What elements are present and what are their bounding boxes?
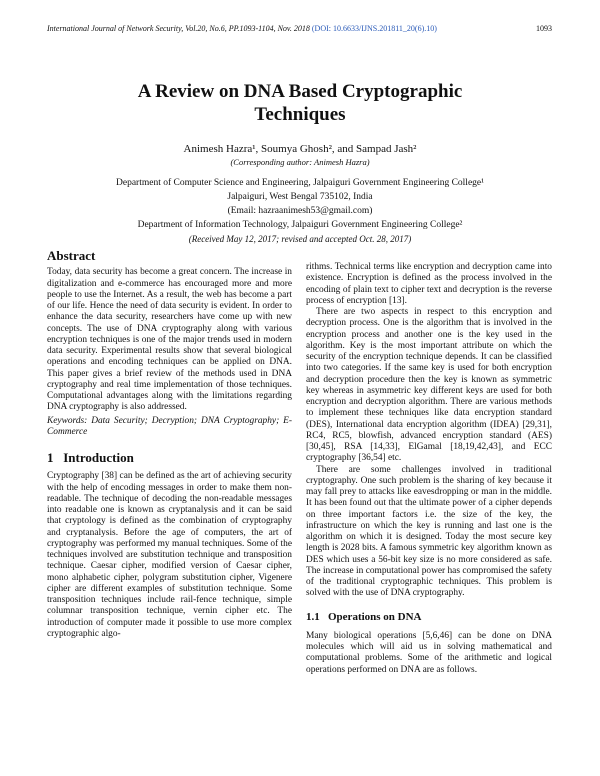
author-list: Animesh Hazra¹, Soumya Ghosh², and Sampad Jash² [183,143,417,155]
abstract-heading: Abstract [47,248,96,263]
right-column [306,262,552,676]
affiliation-1: Department of Computer Science and Engineering, Jalpaiguri Government Engineering College¹ [116,178,484,188]
intro-heading [47,452,292,463]
right-paragraph-4: Many biological operations [5,6,46] can be done on DNA molecules which will aid us in solving mathematical and computational problems. Some of the arithmetic and logical operations performed on DNA are as follows. [306,630,552,675]
subsection-number: 1.1 [306,610,320,623]
abstract-text: Today, data security has become a great concern. The increase in digitalization and e-commerce has encouraged more and more people to use the Internet. As a result, the web has become a part of our life. Hence the need of data security is evident. In order to enhance the data security, researchers have come up with new concepts. The use of DNA cryptography along with various encryption techniques is one of the major trends used in modern data security. Experimental results show that several biological operations and encoding techniques can be applied on DNA. This paper gives a brief review of the methods used in DNA cryptography and real time implementation of those techniques. Computational advantages along with the limitations regarding DNA cryptography is also addressed. [47,267,292,413]
subsection-heading [306,612,552,623]
left-column [47,250,292,640]
right-paragraph-2: There are two aspects in respect to this encryption and decryption process. One is the algorithm that is involved in the encryption process and another one is the key used in the algorithm. Key is the most important attribute on which the security of the encryption technique depends. It can be classified into two categories. If the same key is used for both encryption and decryption procedure then the key is known as symmetric key whereas in asymmetric key different keys are used for both encryption and decryption algorithm. There are various methods to implement these techniques like data encryption standard (DES), International data encryption algorithm (IDEA) [29,31], RC4, RC5, blowfish, advanced encryption standard (AES) [30,45], RSA [14,33], ElGamal [18,19,42,43], and ECC cryptography [36,54] etc. [306,307,552,464]
page-number: 1093 [536,24,552,33]
affiliation-1-address: Jalpaiguri, West Bengal 735102, India [227,192,373,202]
received-dates: (Received May 12, 2017; revised and accepted Oct. 28, 2017) [188,234,412,244]
right-paragraph-3: There are some challenges involved in traditional cryptography. One such problem is the sharing of key because it may fall prey to attacks like eavesdropping or man in the middle. It has been found out that the ultimate power of a cipher depends on three important factors i.e. the size of the key, the infrastructure on which the key is running and last one is the algorithm on which it is designed. Today the most secure key length is 2028 bits. A famous symmetric key algorithm known as DES which uses a 56-bit key size is no more considered as safe. The increase in computational power has compromised the safety of the traditional cryptographic techniques. This problem is solved with the use of DNA cryptography. [306,464,552,599]
running-header [47,24,552,33]
journal-citation: International Journal of Network Security, Vol.20, No.6, PP.1093-1104, Nov. 2018 [47,24,310,33]
keywords: Keywords: Data Security; Decryption; DNA Cryptography; E-Commerce [47,415,292,437]
intro-heading-text: Introduction [63,450,134,465]
corresponding-author: (Corresponding author: Animesh Hazra) [230,157,370,167]
affiliation-2: Department of Information Technology, Jalpaiguri Government Engineering College² [137,220,463,230]
author-email: (Email: hazraanimesh53@gmail.com) [227,206,373,216]
doi-link[interactable]: (DOI: 10.6633/IJNS.201811_20(6).10) [311,24,437,33]
right-paragraph-1: rithms. Technical terms like encryption and decryption came into existence. Encryption is defined as the process involved in the encoding of plain text to cipher text and decryption is the reverse process of encryption [13]. [306,262,552,306]
paper-title: A Review on DNA Based Cryptographic Techniques [137,81,463,125]
subsection-title: Operations on DNA [328,610,422,623]
intro-text: Cryptography [38] can be defined as the art of achieving security with the help of encoding messages in order to make them non-readable. The technique of decoding the non-readable messages into readable one is known as cryptanalysis and it can be said that cryptology is defined as the combination of cryptography and cryptanalysis. Before the age of computers, the art of cryptography was performed my manual techniques. Some of the techniques involved are substitution technique and transposition technique. Caesar cipher, modified version of Caesar cipher, mono alphabetic cipher, polygram substitution cipher, Vigenere cipher are different examples of substitution technique. Some transposition techniques include rail-fence technique, simple columnar transposition technique, vernin cipher etc. The introduction of computer made it possible to use more complex cryptographic algo- [47,471,292,639]
intro-heading-number: 1 [47,450,54,465]
